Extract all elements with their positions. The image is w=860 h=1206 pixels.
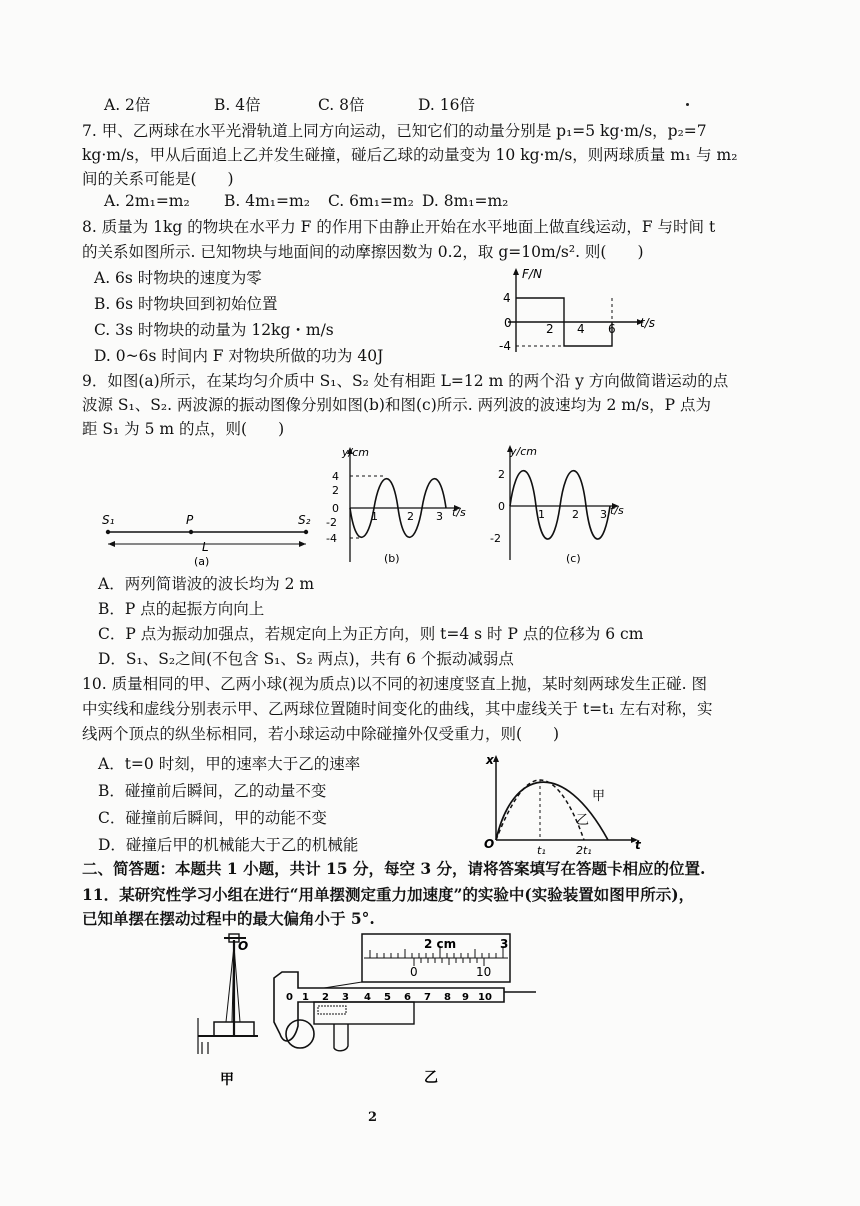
- q10-graph-2t1: 2t₁: [576, 844, 592, 857]
- svg-text:6: 6: [404, 992, 411, 1003]
- svg-text:0: 0: [286, 992, 293, 1003]
- q7-option-b: B. 4m₁=m₂: [224, 192, 310, 210]
- q7-option-d: D. 8m₁=m₂: [422, 192, 509, 210]
- q9-fig-c-ytick-2: 2: [498, 468, 505, 481]
- q10-stem-line2: 中实线和虚线分别表示甲、乙两球位置随时间变化的曲线，其中虚线关于 t=t₁ 左右对称，实: [82, 700, 713, 718]
- q8-option-c: C. 3s 时物块的动量为 12kg・m/s: [94, 321, 334, 339]
- q9-fig-a-caption: (a): [194, 555, 210, 568]
- q9-fig-c-xtick-1: 1: [538, 508, 545, 521]
- q10-position-time-graph: [482, 750, 652, 858]
- q9-fig-b-ytick-4: 4: [332, 470, 339, 483]
- q6-option-c: C. 8倍: [318, 96, 365, 114]
- q9-option-d: D．S₁、S₂之间(不包含 S₁、S₂ 两点)，共有 6 个振动减弱点: [98, 650, 514, 668]
- q11-fig-jia-caption: 甲: [220, 1072, 234, 1088]
- q9-stem-line3: 距 S₁ 为 5 m 的点，则( ): [82, 420, 285, 438]
- q11-zoom-2cm: 2 cm: [424, 937, 457, 951]
- q11-zoom-10: 10: [476, 965, 492, 979]
- q9-fig-a-p: P: [186, 513, 194, 527]
- q7-stem-line1: 7. 甲、乙两球在水平光滑轨道上同方向运动，已知它们的动量分别是 p₁=5 kg·m/s，p₂=7: [82, 122, 707, 140]
- q9-fig-c-xlabel: t/s: [610, 504, 624, 517]
- q9-fig-c-ytick-neg2: -2: [490, 532, 501, 545]
- q8-graph-ytick-0: 0: [504, 316, 512, 330]
- q9-fig-b-caption: (b): [384, 552, 400, 565]
- q9-fig-b-xtick-3: 3: [436, 510, 443, 523]
- q9-fig-b-xlabel: t/s: [452, 506, 466, 519]
- q9-figure-c: [490, 440, 640, 568]
- q10-graph-origin: O: [484, 837, 495, 851]
- q9-fig-c-wave: [510, 471, 610, 539]
- q10-label-yi: 乙: [576, 813, 590, 828]
- q10-stem-line3: 线两个顶点的纵坐标相同，若小球运动中除碰撞外仅受重力，则( ): [82, 725, 560, 743]
- q10-label-jia: 甲: [592, 789, 606, 804]
- q9-fig-b-xtick-2: 2: [407, 510, 414, 523]
- q7-option-c: C. 6m₁=m₂: [328, 192, 414, 210]
- q8-stem-line2: 的关系如图所示. 已知物块与地面间的动摩擦因数为 0.2，取 g=10m/s². 则( ): [82, 243, 644, 261]
- q10-option-a: A．t=0 时刻，甲的速率大于乙的速率: [98, 755, 361, 773]
- q10-option-b: B．碰撞前后瞬间，乙的动量不变: [98, 782, 327, 800]
- q10-option-c: C．碰撞前后瞬间，甲的动能不变: [98, 809, 327, 827]
- speck: [686, 103, 689, 106]
- q9-fig-a-s2: S₂: [298, 513, 311, 527]
- q11-figure-yi: [264, 930, 544, 1090]
- q9-fig-b-ytick-0: 0: [332, 502, 339, 515]
- q9-fig-a-l: L: [202, 540, 209, 554]
- q8-graph-xtick-6: 6: [608, 322, 616, 336]
- q11-fig-jia-o: O: [238, 939, 249, 953]
- q8-option-b: B. 6s 时物块回到初始位置: [94, 295, 278, 313]
- svg-text:1: 1: [302, 992, 309, 1003]
- q10-option-d: D．碰撞后甲的机械能大于乙的机械能: [98, 836, 359, 854]
- q11-stem-line1: 11．某研究性学习小组在进行“用单摆测定重力加速度”的实验中(实验装置如图甲所示)，: [82, 885, 695, 904]
- q8-graph-ytick-neg4: -4: [499, 339, 511, 353]
- q7-stem-line2: kg·m/s，甲从后面追上乙并发生碰撞，碰后乙球的动量变为 10 kg·m/s，则两球质量 m₁ 与 m₂: [82, 146, 738, 164]
- q8-option-d: D. 0~6s 时间内 F 对物块所做的功为 40J: [94, 347, 384, 365]
- q9-stem-line2: 波源 S₁、S₂. 两波源的振动图像分别如图(b)和图(c)所示. 两列波的波速均为 2 m/s，P 点为: [82, 396, 712, 414]
- q7-option-a: A. 2m₁=m₂: [104, 192, 190, 210]
- q11-stem-line2: 已知单摆在摆动过程中的最大偏角小于 5°.: [82, 909, 375, 928]
- q9-option-a: A．两列简谐波的波长均为 2 m: [98, 575, 315, 593]
- q8-graph-xtick-4: 4: [577, 322, 585, 336]
- q7-stem-line3: 间的关系可能是( ): [82, 170, 234, 188]
- svg-text:10: 10: [478, 992, 492, 1003]
- q10-graph-xlabel: t: [635, 838, 641, 852]
- q8-graph-xlabel: t/s: [640, 316, 655, 330]
- q9-fig-b-ylabel: y/cm: [342, 446, 369, 459]
- q9-option-c: C．P 点为振动加强点，若规定向上为正方向，则 t=4 s 时 P 点的位移为 6 cm: [98, 625, 644, 643]
- q8-force-time-graph: [494, 264, 664, 358]
- q8-graph-ytick-4: 4: [503, 291, 511, 305]
- q9-fig-b-xtick-1: 1: [371, 510, 378, 523]
- q11-ball: [286, 1020, 314, 1048]
- q9-fig-c-ylabel: y/cm: [510, 445, 537, 458]
- svg-text:3: 3: [342, 992, 349, 1003]
- q9-fig-a-s1: S₁: [102, 513, 115, 527]
- q9-stem-line1: 9．如图(a)所示，在某均匀介质中 S₁、S₂ 处有相距 L=12 m 的两个沿 y 方向做简谐运动的点: [82, 372, 729, 390]
- q10-graph-t1: t₁: [537, 844, 546, 857]
- q11-fig-yi-caption: 乙: [424, 1070, 438, 1086]
- q9-fig-c-xtick-3: 3: [600, 508, 607, 521]
- q6-option-b: B. 4倍: [214, 96, 261, 114]
- q9-option-b: B．P 点的起振方向向上: [98, 600, 265, 618]
- q9-fig-c-ytick-0: 0: [498, 500, 505, 513]
- q10-graph-ylabel: x: [486, 753, 494, 767]
- q9-fig-b-ytick-neg2: -2: [326, 516, 337, 529]
- q8-graph-ylabel: F/N: [522, 267, 542, 281]
- svg-text:8: 8: [444, 992, 451, 1003]
- section2-heading: 二、简答题：本题共 1 小题，共计 15 分，每空 3 分，请将答案填写在答题卡相应的位置.: [82, 859, 706, 878]
- page-number: 2: [368, 1110, 378, 1125]
- q9-fig-c-caption: (c): [566, 552, 581, 565]
- q6-option-a: A. 2倍: [104, 96, 151, 114]
- svg-text:2: 2: [322, 992, 329, 1003]
- q11-zoom-0: 0: [410, 965, 418, 979]
- svg-text:5: 5: [384, 992, 391, 1003]
- svg-text:7: 7: [424, 992, 431, 1003]
- q9-figure-b: [318, 440, 478, 568]
- q8-option-a: A. 6s 时物块的速度为零: [94, 269, 262, 287]
- svg-text:9: 9: [462, 992, 469, 1003]
- q9-figure-a: [98, 510, 324, 570]
- svg-text:4: 4: [364, 992, 371, 1003]
- q8-stem-line1: 8. 质量为 1kg 的物块在水平力 F 的作用下由静止开始在水平地面上做直线运动，F 与时间 t: [82, 218, 716, 236]
- q9-fig-c-xtick-2: 2: [572, 508, 579, 521]
- q9-fig-b-ytick-neg4: -4: [326, 532, 337, 545]
- q8-graph-xtick-2: 2: [546, 322, 554, 336]
- q11-figure-jia: [196, 930, 266, 1090]
- q10-stem-line1: 10. 质量相同的甲、乙两小球(视为质点)以不同的初速度竖直上抛，某时刻两球发生正碰. 图: [82, 675, 708, 693]
- q9-fig-b-ytick-2: 2: [332, 484, 339, 497]
- q11-zoom-3: 3: [500, 937, 509, 951]
- q6-option-d: D. 16倍: [418, 96, 475, 114]
